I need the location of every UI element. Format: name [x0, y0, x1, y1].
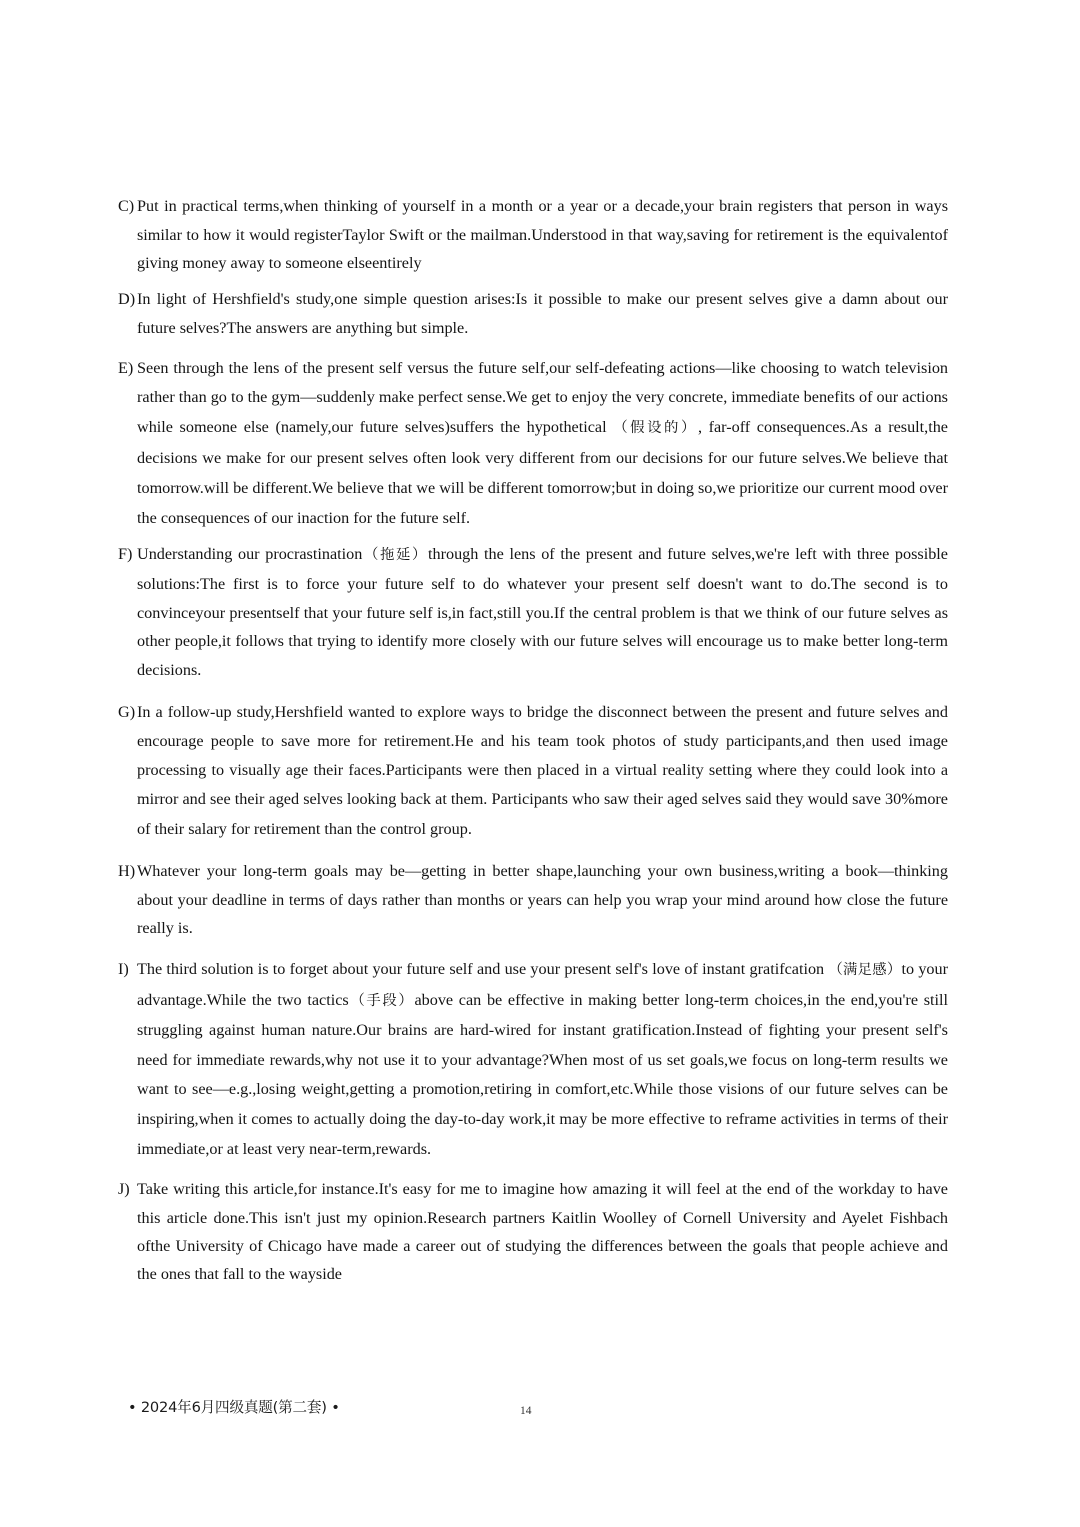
paragraph-f: [118, 540, 948, 685]
paragraph-e-text-before: Seen through the lens of the present self versus the future self,our self-defeating actions—like choosing to watch television rather than go to the gym—suddenly make perfect sense.We get to enjoy the very concrete, immediate benefits of our actions while someone else (namely,our future selves)suffers the hypothetical: [137, 358, 948, 437]
paragraph-i-text-2: to your advantage.While the two tactics: [137, 959, 948, 1009]
paragraph-label-f: F): [118, 545, 133, 564]
paragraph-e-text-after: , far-off consequences.As a result,the decisions we make for our present selves often look very different from our decisions for our future selves.We believe that tomorrow.will be different.We believe that we will be different tomorrow;but in doing so,we prioritize our current mood over the consequences of our inaction for the future self.: [137, 418, 948, 527]
paragraph-text-e: [137, 354, 948, 534]
paragraph-label-e: E): [118, 358, 134, 377]
paragraph-f-text-before: Understanding our procrastination: [137, 545, 363, 564]
paragraph-e: [118, 354, 948, 534]
paragraph-text-c: Put in practical terms,when thinking of yourself in a month or a year or a decade,your brain registers that person in ways similar to how it would registerTaylor Swift or the mailman.Understood in that way,saving for retirement is the equivalentof giving money away to someone elseentirely: [137, 197, 948, 273]
footer-exam-title: [128, 1396, 340, 1420]
page-footer: [118, 1396, 948, 1426]
paragraph-text-d: In light of Hershfield's study,one simple question arises:Is it possible to make our present selves give a damn about our future selves?The answers are anything but simple.: [137, 290, 948, 337]
paragraph-g: [118, 698, 948, 844]
paragraph-text-h: Whatever your long-term goals may be—getting in better shape,launching your own business,writing a book—thinking about your deadline in terms of days rather than months or years can help you wrap your mind around how close the future really is.: [137, 861, 948, 938]
paragraph-i: [118, 955, 948, 1164]
paragraph-e-chinese-gloss: （假设的）: [613, 420, 698, 437]
paragraph-text-j: Take writing this article,for instance.It's easy for me to imagine how amazing it will feel at the end of the workday to have this article done.This isn't just my opinion.Research partners Kaitlin Woolley of Cornell University and Ayelet Fishbach ofthe University of Chicago have made a career out of studying the differences between the goals that people achieve and the ones that fall to the wayside: [137, 1180, 948, 1284]
paragraph-c: [118, 192, 948, 278]
paragraph-label-g: G): [118, 702, 136, 721]
paragraph-label-h: H): [118, 861, 136, 880]
paragraph-h: [118, 857, 948, 943]
paragraph-f-text-after: through the lens of the present and future selves,we're left with three possible solutions:The first is to force your future self to do whatever your present self doesn't want to do.The second is to convinceyour presentself that your future self is,in fact,still you.If the central problem is that we think of our future selves as other people,it follows that trying to identify more closely with our future selves will encourage us to make better long-term decisions.: [137, 545, 948, 680]
paragraph-i-text-1: The third solution is to forget about your future self and use your present self's love of instant gratifcation: [137, 959, 829, 978]
footer-exam-title-text: • 2024年6月四级真题(第二套) •: [128, 1399, 340, 1416]
page-number: 14: [520, 1405, 532, 1417]
paragraph-j: [118, 1175, 948, 1289]
paragraph-text-i: [137, 955, 948, 1164]
paragraph-i-chinese-gloss-1: （满足感）: [828, 961, 902, 978]
paragraph-label-j: J): [118, 1180, 130, 1199]
paragraph-f-chinese-gloss: （拖延）: [362, 547, 428, 564]
paragraph-i-text-3: above can be effective in making better long-term choices,in the end,you're still struggling against human nature.Our brains are hard-wired for instant gratification.Instead of fighting your present self's need for immediate rewards,why not use it to your advantage?When most of us set goals,we focus on long-term results we want to see—e.g.,losing weight,getting a promotion,retiring in comfort,etc.While those visions of our future selves can be inspiring,when it comes to actually doing the day-to-day work,it may be more effective to reframe activities in terms of their immediate,or at least very near-term,rewards.: [137, 990, 948, 1158]
paragraph-label-c: C): [118, 197, 135, 215]
paragraph-label-d: D): [118, 290, 136, 309]
paragraph-text-g: In a follow-up study,Hershfield wanted to explore ways to bridge the disconnect between the present and future selves and encourage people to save more for retirement.He and his team took photos of study participants,and then used image processing to visually age their faces.Participants were then placed in a virtual reality setting where they could look into a mirror and see their aged selves looking back at them. Participants who saw their aged selves said they would save 30%more of their salary for retirement than the control group.: [137, 702, 948, 838]
paragraph-i-chinese-gloss-2: （手段）: [348, 992, 415, 1009]
passage-body: [118, 192, 948, 1289]
paragraph-text-f: [137, 540, 948, 685]
paragraph-label-i: I): [118, 959, 129, 978]
paragraph-d: [118, 285, 948, 342]
